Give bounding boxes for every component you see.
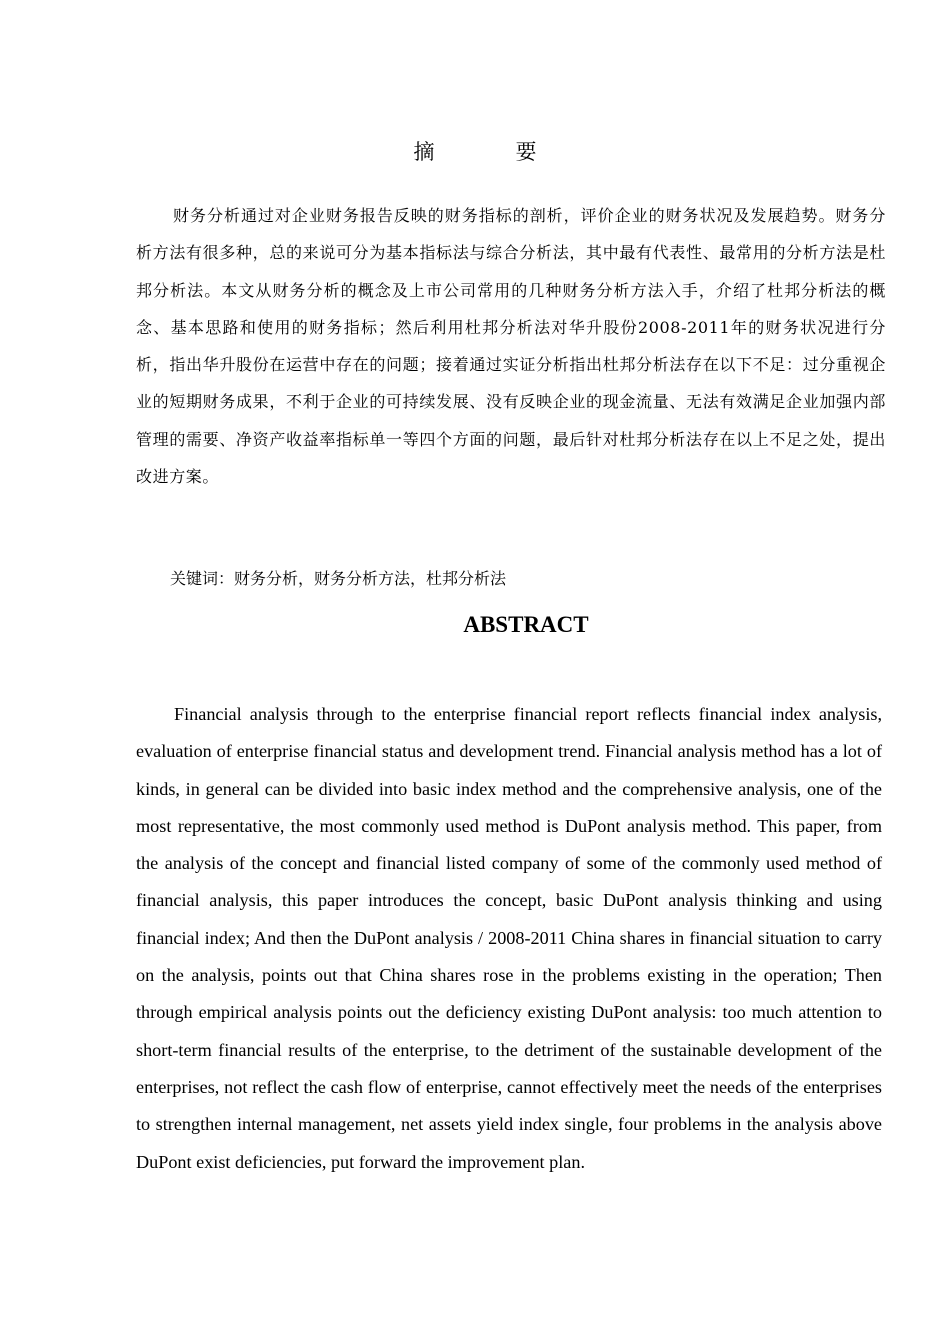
english-abstract-title: ABSTRACT — [463, 612, 589, 637]
keywords-line: 关键词：财务分析，财务分析方法，杜邦分析法 — [170, 569, 507, 588]
chinese-abstract-title: 摘 要 — [413, 140, 567, 164]
english-abstract-body: Financial analysis through to the enterprise financial report reflects financial index analysis, evaluation of enterprise financial status and development trend. Financial analysis method has a lot of kinds, in general can be divided into basic index method and the comprehensive analysis, one of the most representative, the most commonly used method is DuPont analysis method. This paper, from the analysis of the concept and financial listed company of some of the commonly used method of financial analysis, this paper introduces the concept, basic DuPont analysis thinking and using financial index; And then the DuPont analysis / 2008-2011 China shares in financial situation to carry on the analysis, points out that China shares rose in the problems existing in the operation; Then through empirical analysis points out the deficiency existing DuPont analysis: too much attention to short-term financial results of the enterprise, to the detriment of the sustainable development of the enterprises, not reflect the cash flow of enterprise, cannot effectively meet the needs of the enterprises to strengthen internal management, net assets yield index single, four problems in the analysis above DuPont exist deficiencies, put forward the improvement plan. — [136, 704, 882, 1172]
chinese-abstract-body: 财务分析通过对企业财务报告反映的财务指标的剖析，评价企业的财务状况及发展趋势。财务分析方法有很多种，总的来说可分为基本指标法与综合分析法，其中最有代表性、最常用的分析方法是杜邦分析法。本文从财务分析的概念及上市公司常用的几种财务分析方法入手，介绍了杜邦分析法的概念、基本思路和使用的财务指标；然后利用杜邦分析法对华升股份2008-2011年的财务状况进行分析，指出华升股份在运营中存在的问题；接着通过实证分析指出杜邦分析法存在以下不足：过分重视企业的短期财务成果，不利于企业的可持续发展、没有反映企业的现金流量、无法有效满足企业加强内部管理的需要、净资产收益率指标单一等四个方面的问题，最后针对杜邦分析法存在以上不足之处，提出改进方案。 — [136, 206, 886, 487]
